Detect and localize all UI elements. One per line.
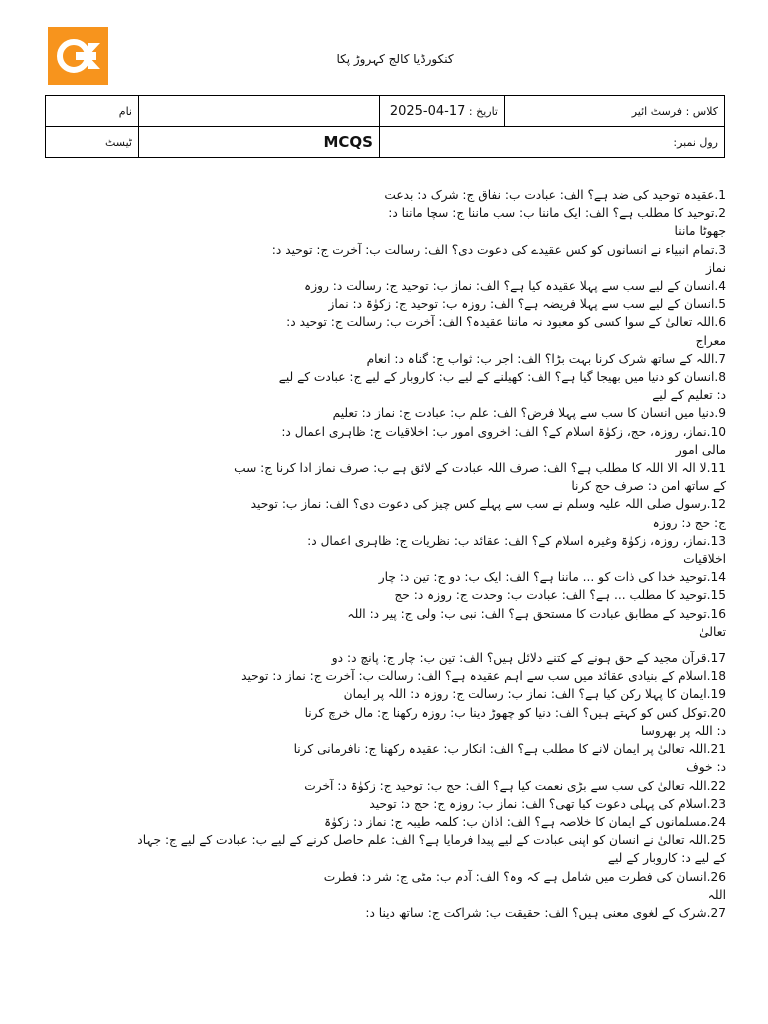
question-text: 26.انسان کی فطرت میں شامل ہے کہ وہ؟ الف: آدم ب: مٹی ج: شر د: فطرت xyxy=(323,869,726,884)
question-text: 2.توحید کا مطلب ہے؟ الف: ایک ماننا ب: سب ماننا ج: سچا ماننا د: xyxy=(388,206,726,221)
question-continuation: ج: حج د: روزہ xyxy=(652,515,726,530)
date-value: 17-04-2025 xyxy=(389,103,466,119)
name-field xyxy=(139,96,380,127)
question-item xyxy=(30,495,726,531)
question-item xyxy=(30,532,726,568)
question-text: 3.تمام انبیاء نے انسانوں کو کس عقیدے کی دعوت دی؟ الف: رسالت ب: آخرت ج: توحید د: xyxy=(271,242,726,257)
question-text: 16.توحید کے مطابق عبادت کا مستحق ہے؟ الف: نبی ب: ولی ج: پیر د: اللہ xyxy=(347,606,726,621)
question-item xyxy=(30,350,726,368)
question-continuation: نماز xyxy=(705,260,726,275)
college-name: کنکورڈیا کالج کہروڑ پکا xyxy=(336,52,454,66)
question-item xyxy=(30,831,726,867)
question-list xyxy=(30,186,726,922)
question-item xyxy=(30,740,726,776)
question-text: 15.توحید کا مطلب ... ہے؟ الف: عبادت ب: وحدت ج: روزہ د: حج xyxy=(394,588,726,603)
question-text: 13.نماز، روزہ، زکوٰۃ وغیرہ اسلام کے؟ الف: عقائد ب: نظریات ج: ظاہری اعمال د: xyxy=(307,533,726,548)
question-item xyxy=(30,459,726,495)
question-text: 19.ایمان کا پہلا رکن کیا ہے؟ الف: نماز ب: رسالت ج: روزہ د: اللہ پر ایمان xyxy=(343,687,726,702)
class-label: کلاس : فرسٹ ائیر xyxy=(505,96,725,127)
name-label: نام xyxy=(46,96,139,127)
question-item xyxy=(30,368,726,404)
question-continuation: معراج xyxy=(695,333,726,348)
question-text: 11.لا الہ الا اللہ کا مطلب ہے؟ الف: صرف اللہ عبادت کے لائق ہے ب: صرف نماز ادا کرنا ج: سب xyxy=(234,461,726,476)
question-item xyxy=(30,568,726,586)
question-continuation: جھوٹا ماننا xyxy=(674,224,726,239)
question-continuation: کے لیے د: کاروبار کے لیے xyxy=(607,851,726,866)
question-continuation: تعالیٰ xyxy=(699,624,726,639)
question-item xyxy=(30,204,726,240)
question-text: 21.اللہ تعالیٰ پر ایمان لانے کا مطلب ہے؟ الف: انکار ب: عقیدہ رکھنا ج: نافرمانی کرنا xyxy=(293,742,726,757)
question-text: 6.اللہ تعالیٰ کے سوا کسی کو معبود نہ ماننا عقیدہ؟ الف: آخرت ب: رسالت ج: توحید د: xyxy=(286,315,726,330)
question-item xyxy=(30,313,726,349)
question-text: 12.رسول صلی اللہ علیہ وسلم نے سب سے پہلے کس چیز کی دعوت دی؟ الف: نماز ب: توحید xyxy=(250,497,726,512)
question-item xyxy=(30,813,726,831)
question-gap xyxy=(30,641,726,649)
roll-label: رول نمبر: xyxy=(380,127,725,158)
date-cell xyxy=(380,96,505,127)
header-table xyxy=(45,95,725,158)
test-value: MCQS xyxy=(139,127,380,158)
question-text: 25.اللہ تعالیٰ نے انسان کو اپنی عبادت کے لیے پیدا فرمایا ہے؟ الف: علم حاصل کرنے کے لیے ب: عبادت کے لیے ج: جہاد xyxy=(137,833,726,848)
question-item xyxy=(30,795,726,813)
question-text: 5.انسان کے لیے سب سے پہلا فریضہ ہے؟ الف: روزہ ب: توحید ج: زکوٰۃ د: نماز xyxy=(328,297,726,312)
question-text: 27.شرک کے لغوی معنی ہیں؟ الف: حقیقت ب: شراکت ج: ساتھ دینا د: xyxy=(365,905,726,920)
question-text: 20.توکل کس کو کہتے ہیں؟ الف: دنیا کو چھوڑ دینا ب: روزہ رکھنا ج: مال خرچ کرنا xyxy=(304,705,726,720)
question-item xyxy=(30,295,726,313)
question-text: 14.توحید خدا کی ذات کو ... ماننا ہے؟ الف: ایک ب: دو ج: تین د: چار xyxy=(378,570,726,585)
question-item xyxy=(30,777,726,795)
question-text: 1.عقیدہ توحید کی ضد ہے؟ الف: عبادت ب: نفاق ج: شرک د: بدعت xyxy=(384,188,726,202)
question-continuation: مالی امور xyxy=(675,442,726,457)
test-label: ٹیسٹ xyxy=(46,127,139,158)
question-item xyxy=(30,868,726,904)
question-continuation: اخلاقیات xyxy=(683,552,726,567)
question-continuation: د: اللہ پر بھروسا xyxy=(640,723,726,738)
question-item xyxy=(30,186,726,204)
question-continuation: د: خوف xyxy=(686,760,726,775)
question-item xyxy=(30,904,726,922)
question-item xyxy=(30,685,726,703)
question-item xyxy=(30,667,726,685)
question-continuation: اللہ xyxy=(707,887,726,902)
question-continuation: کے ساتھ امن د: صرف حج کرنا xyxy=(571,479,726,494)
question-item xyxy=(30,241,726,277)
question-continuation: د: تعلیم کے لیے xyxy=(652,388,726,403)
question-text: 23.اسلام کی پہلی دعوت کیا تھی؟ الف: نماز ب: روزہ ج: حج د: توحید xyxy=(369,796,726,811)
date-label: تاریخ : xyxy=(468,104,498,118)
question-item xyxy=(30,277,726,295)
question-text: 24.مسلمانوں کے ایمان کا خلاصہ ہے؟ الف: اذان ب: کلمہ طیبہ ج: نماز د: زکوٰۃ xyxy=(324,814,726,829)
question-text: 9.دنیا میں انسان کا سب سے پہلا فرض؟ الف: علم ب: عبادت ج: نماز د: تعلیم xyxy=(332,406,726,421)
question-item xyxy=(30,404,726,422)
question-text: 17.قرآن مجید کے حق ہونے کے کتنے دلائل ہیں؟ الف: تین ب: چار ج: پانچ د: دو xyxy=(331,651,726,666)
question-item xyxy=(30,649,726,667)
question-text: 22.اللہ تعالیٰ کی سب سے بڑی نعمت کیا ہے؟ الف: حج ب: توحید ج: زکوٰۃ د: آخرت xyxy=(304,778,726,793)
question-item xyxy=(30,704,726,740)
question-text: 8.انسان کو دنیا میں بھیجا گیا ہے؟ الف: کھیلنے کے لیے ب: کاروبار کے لیے ج: عبادت کے لیے xyxy=(278,370,726,385)
question-text: 18.اسلام کے بنیادی عقائد میں سب سے اہم عقیدہ ہے؟ الف: رسالت ب: آخرت ج: نماز د: توحید xyxy=(241,669,726,684)
question-item xyxy=(30,586,726,604)
question-item xyxy=(30,423,726,459)
question-item xyxy=(30,605,726,641)
question-text: 4.انسان کے لیے سب سے پہلا عقیدہ کیا ہے؟ الف: نماز ب: توحید ج: رسالت د: روزہ xyxy=(304,279,726,294)
question-text: 10.نماز، روزہ، حج، زکوٰۃ اسلام کے؟ الف: اخروی امور ب: اخلاقیات ج: ظاہری اعمال د: xyxy=(281,424,726,439)
question-text: 7.اللہ کے ساتھ شرک کرنا بہت بڑا؟ الف: اجر ب: ثواب ج: گناہ د: انعام xyxy=(366,351,726,366)
